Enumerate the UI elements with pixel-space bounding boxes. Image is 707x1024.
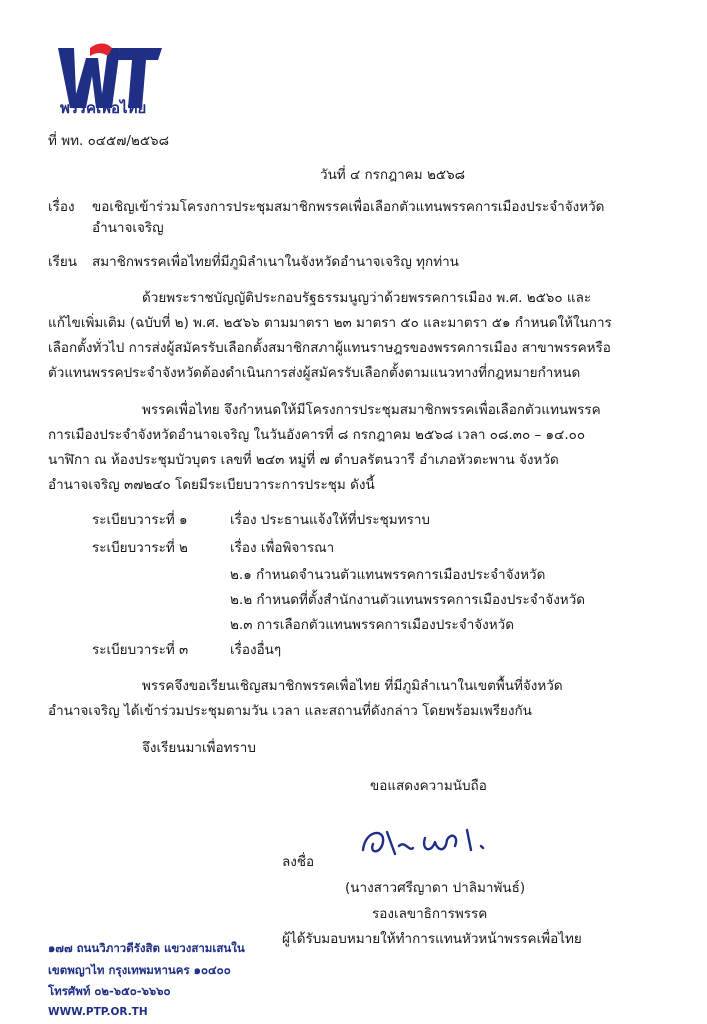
para1-line: เลือกตั้งทั่วไป การส่งผู้สมัครรับเลือกตั้งสมาชิกสภาผู้แทนราษฎรของพรรคการเมือง สาขาพรรคหรือ	[48, 340, 611, 356]
recipient-label: เรียน	[48, 254, 78, 270]
agenda-subitem: ๒.๓ การเลือกตัวแทนพรรคการเมืองประจำจังหวัด	[230, 617, 515, 633]
para2-line: พรรคเพื่อไทย จึงกำหนดให้มีโครงการประชุมสมาชิกพรรคเพื่อเลือกตัวแทนพรรค	[142, 402, 601, 418]
para1-line: ด้วยพระราชบัญญัติประกอบรัฐธรรมนูญว่าด้วยพรรคการเมือง พ.ศ. ๒๕๖๐ และ	[142, 290, 592, 306]
agenda-subitem: ๒.๒ กำหนดที่ตั้งสำนักงานตัวแทนพรรคการเมืองประจำจังหวัด	[230, 592, 586, 608]
para3-line: พรรคจึงขอเรียนเชิญสมาชิกพรรคเพื่อไทย ที่มีภูมิลำเนาในเขตพื้นที่จังหวัด	[142, 678, 563, 694]
para1-line: แก้ไขเพิ่มเติม (ฉบับที่ ๒) พ.ศ. ๒๕๖๖ ตามมาตรา ๒๓ มาตรา ๕๐ และมาตรา ๕๑ กำหนดให้ในการ	[48, 315, 612, 331]
signer-title: รองเลขาธิการพรรค	[372, 906, 488, 922]
signer-authority: ผู้ได้รับมอบหมายให้ทำการแทนหัวหน้าพรรคเพื่อไทย	[282, 931, 582, 947]
para2-line: การเมืองประจำจังหวัดอำนาจเจริญ ในวันอังคารที่ ๘ กรกฎาคม ๒๕๖๘ เวลา ๐๘.๓๐ – ๑๔.๐๐	[48, 427, 586, 443]
footer-address-2: เขตพญาไท กรุงเทพมหานคร ๑๐๔๐๐	[48, 963, 231, 977]
closing-line: จึงเรียนมาเพื่อทราบ	[142, 740, 256, 756]
footer-website[interactable]: WWW.PTP.OR.TH	[48, 1006, 148, 1018]
signer-name: (นางสาวศรีญาดา ปาลิมาพันธ์)	[345, 880, 526, 896]
agenda-label-3: ระเบียบวาระที่ ๓	[92, 642, 189, 658]
agenda-topic-1: เรื่อง ประธานแจ้งให้ที่ประชุมทราบ	[230, 512, 431, 528]
sign-label: ลงชื่อ	[282, 854, 315, 870]
logo-text: พรรคเพื่อไทย	[60, 99, 147, 117]
subject-label: เรื่อง	[48, 199, 75, 215]
regards: ขอแสดงความนับถือ	[370, 778, 487, 794]
agenda-label-1: ระเบียบวาระที่ ๑	[92, 512, 188, 528]
para2-line: นาฬิกา ณ ห้องประชุมบัวบุตร เลขที่ ๒๔๓ หมู่ที่ ๗ ตำบลรัตนวารี อำเภอหัวตะพาน จังหวัด	[48, 452, 559, 468]
agenda-label-2: ระเบียบวาระที่ ๒	[92, 540, 188, 556]
agenda-topic-2: เรื่อง เพื่อพิจารณา	[230, 540, 335, 556]
subject-line-2: อำนาจเจริญ	[92, 220, 164, 236]
reference-number: ที่ พท. ๐๔๕๗/๒๕๖๘	[48, 133, 170, 149]
para3-line: อำนาจเจริญ ได้เข้าร่วมประชุมตามวัน เวลา และสถานที่ดังกล่าว โดยพร้อมเพรียงกัน	[48, 703, 532, 719]
agenda-subitem: ๒.๑ กำหนดจำนวนตัวแทนพรรคการเมืองประจำจังหวัด	[230, 567, 546, 583]
para1-line: ตัวแทนพรรคประจำจังหวัดต้องดำเนินการส่งผู้สมัครรับเลือกตั้งตามแนวทางที่กฎหมายกำหนด	[48, 365, 581, 381]
para2-line: อำนาจเจริญ ๓๗๒๔๐ โดยมีระเบียบวาระการประชุม ดังนี้	[48, 477, 375, 493]
subject-line-1: ขอเชิญเข้าร่วมโครงการประชุมสมาชิกพรรคเพื่อเลือกตัวแทนพรรคการเมืองประจำจังหวัด	[92, 199, 605, 215]
footer-phone: โทรศัพท์ ๐๒-๖๕๐-๖๖๖๐	[48, 984, 171, 998]
agenda-topic-3: เรื่องอื่นๆ	[230, 642, 282, 658]
signature-icon	[355, 820, 505, 865]
recipient-text: สมาชิกพรรคเพื่อไทยที่มีภูมิลำเนาในจังหวัดอำนาจเจริญ ทุกท่าน	[92, 254, 459, 270]
footer-address-1: ๑๗๗ ถนนวิภาวดีรังสิต แขวงสามเสนใน	[48, 941, 245, 955]
letter-date: วันที่ ๔ กรกฎาคม ๒๕๖๘	[320, 167, 466, 183]
